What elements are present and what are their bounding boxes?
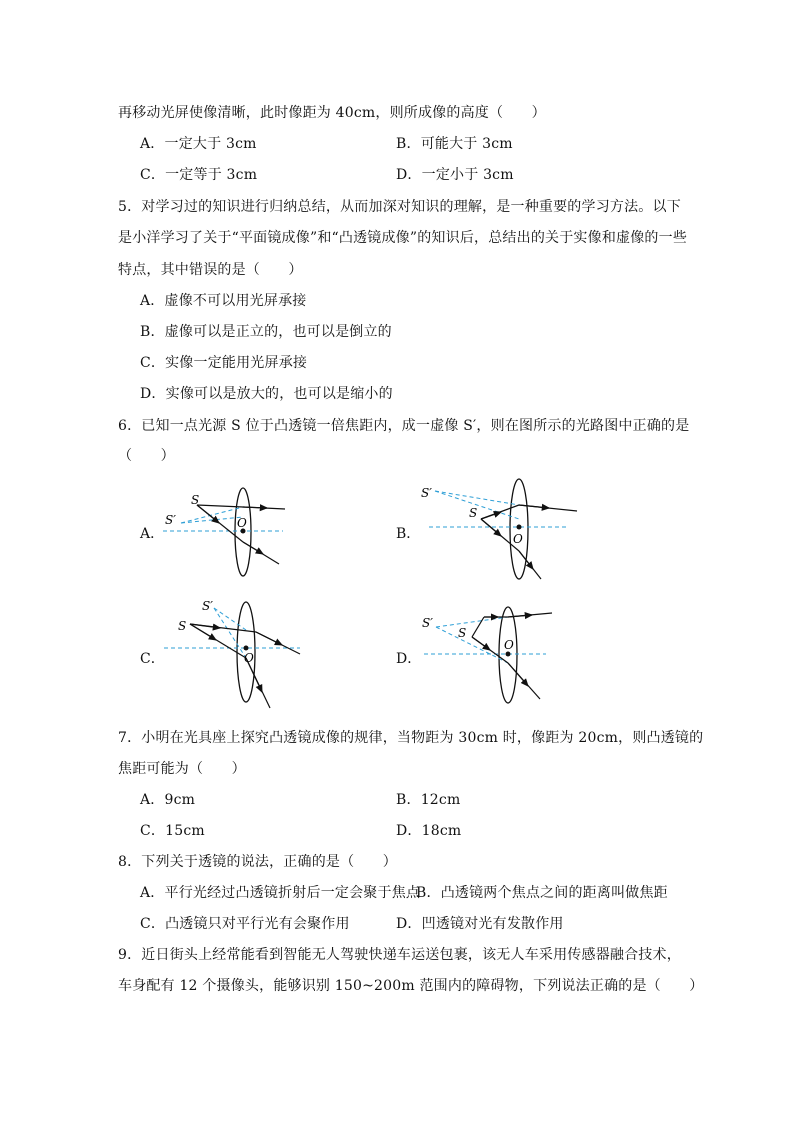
q5-option-a[interactable]: A．虚像不可以用光屏承接	[140, 293, 307, 309]
q4-option-a[interactable]: A．一定大于 3cm	[140, 136, 257, 152]
q7-option-c[interactable]: C．15cm	[140, 823, 205, 839]
q7-option-a[interactable]: A．9cm	[140, 792, 196, 808]
q6-option-c-label[interactable]: C．	[140, 651, 165, 667]
q8-option-a[interactable]: A．平行光经过凸透镜折射后一定会聚于焦点	[140, 885, 421, 901]
fig-a-o: O	[237, 516, 247, 530]
q6-option-b-label[interactable]: B．	[396, 526, 421, 542]
fig-d-o: O	[504, 638, 514, 652]
fig-c-s: S	[178, 619, 187, 633]
q6-option-a-label[interactable]: A．	[140, 526, 165, 542]
q5-option-c[interactable]: C．实像一定能用光屏承接	[140, 355, 308, 371]
q7-stem-line2: 焦距可能为（ ）	[118, 761, 246, 777]
q7-option-d[interactable]: D．18cm	[396, 823, 462, 839]
q4-option-c[interactable]: C．一定等于 3cm	[140, 167, 258, 183]
q6-stem-line1: 6．已知一点光源 S 位于凸透镜一倍焦距内，成一虚像 S′，则在图所示的光路图中正确的是	[118, 418, 690, 434]
q8-option-c[interactable]: C．凸透镜只对平行光有会聚作用	[140, 916, 350, 932]
q7-option-b[interactable]: B．12cm	[396, 792, 461, 808]
fig-c-o: O	[244, 651, 254, 665]
fig-b-o: O	[513, 532, 523, 546]
fig-b-s-prime: S′	[421, 486, 432, 500]
q5-option-b[interactable]: B．虚像可以是正立的，也可以是倒立的	[140, 324, 392, 340]
fig-b-s: S	[469, 506, 478, 520]
q4-option-d[interactable]: D．一定小于 3cm	[396, 167, 514, 183]
q4-continuation: 再移动光屏使像清晰，此时像距为 40cm，则所成像的高度（ ）	[118, 105, 546, 121]
fig-a-s: S	[191, 493, 200, 507]
fig-c-s-prime: S′	[202, 599, 213, 613]
q6-figure-d[interactable]	[418, 603, 558, 713]
q9-stem-line2: 车身配有 12 个摄像头，能够识别 150~200m 范围内的障碍物，下列说法正确的是（ ）	[118, 978, 704, 994]
q5-stem-line2: 是小洋学习了关于“平面镜成像”和“凸透镜成像”的知识后，总结出的关于实像和虚像的一些	[118, 230, 688, 246]
q8-stem: 8．下列关于透镜的说法，正确的是（ ）	[118, 854, 397, 870]
q5-stem-line1: 5．对学习过的知识进行归纳总结，从而加深对知识的理解，是一种重要的学习方法。以下	[118, 199, 681, 215]
fig-a-s-prime: S′	[165, 513, 176, 527]
q6-stem-line2: （ ）	[118, 448, 175, 464]
q6-figure-a[interactable]	[155, 482, 295, 582]
q9-stem-line1: 9．近日街头上经常能看到智能无人驾驶快递车运送包裹，该无人车采用传感器融合技术，	[118, 947, 681, 963]
fig-d-s: S	[458, 626, 467, 640]
q4-option-b[interactable]: B．可能大于 3cm	[396, 136, 513, 152]
q6-figure-b[interactable]	[415, 475, 585, 585]
q8-option-d[interactable]: D．凹透镜对光有发散作用	[396, 916, 564, 932]
q7-stem-line1: 7．小明在光具座上探究凸透镜成像的规律，当物距为 30cm 时，像距为 20cm，则凸透镜的	[118, 730, 704, 746]
q5-stem-line3: 特点，其中错误的是（ ）	[118, 262, 303, 278]
q8-option-b[interactable]: B．凸透镜两个焦点之间的距离叫做焦距	[416, 885, 668, 901]
q5-option-d[interactable]: D．实像可以是放大的，也可以是缩小的	[140, 386, 393, 402]
q6-option-d-label[interactable]: D．	[396, 651, 422, 667]
fig-d-s-prime: S′	[422, 616, 433, 630]
q6-figure-c[interactable]	[160, 596, 305, 712]
